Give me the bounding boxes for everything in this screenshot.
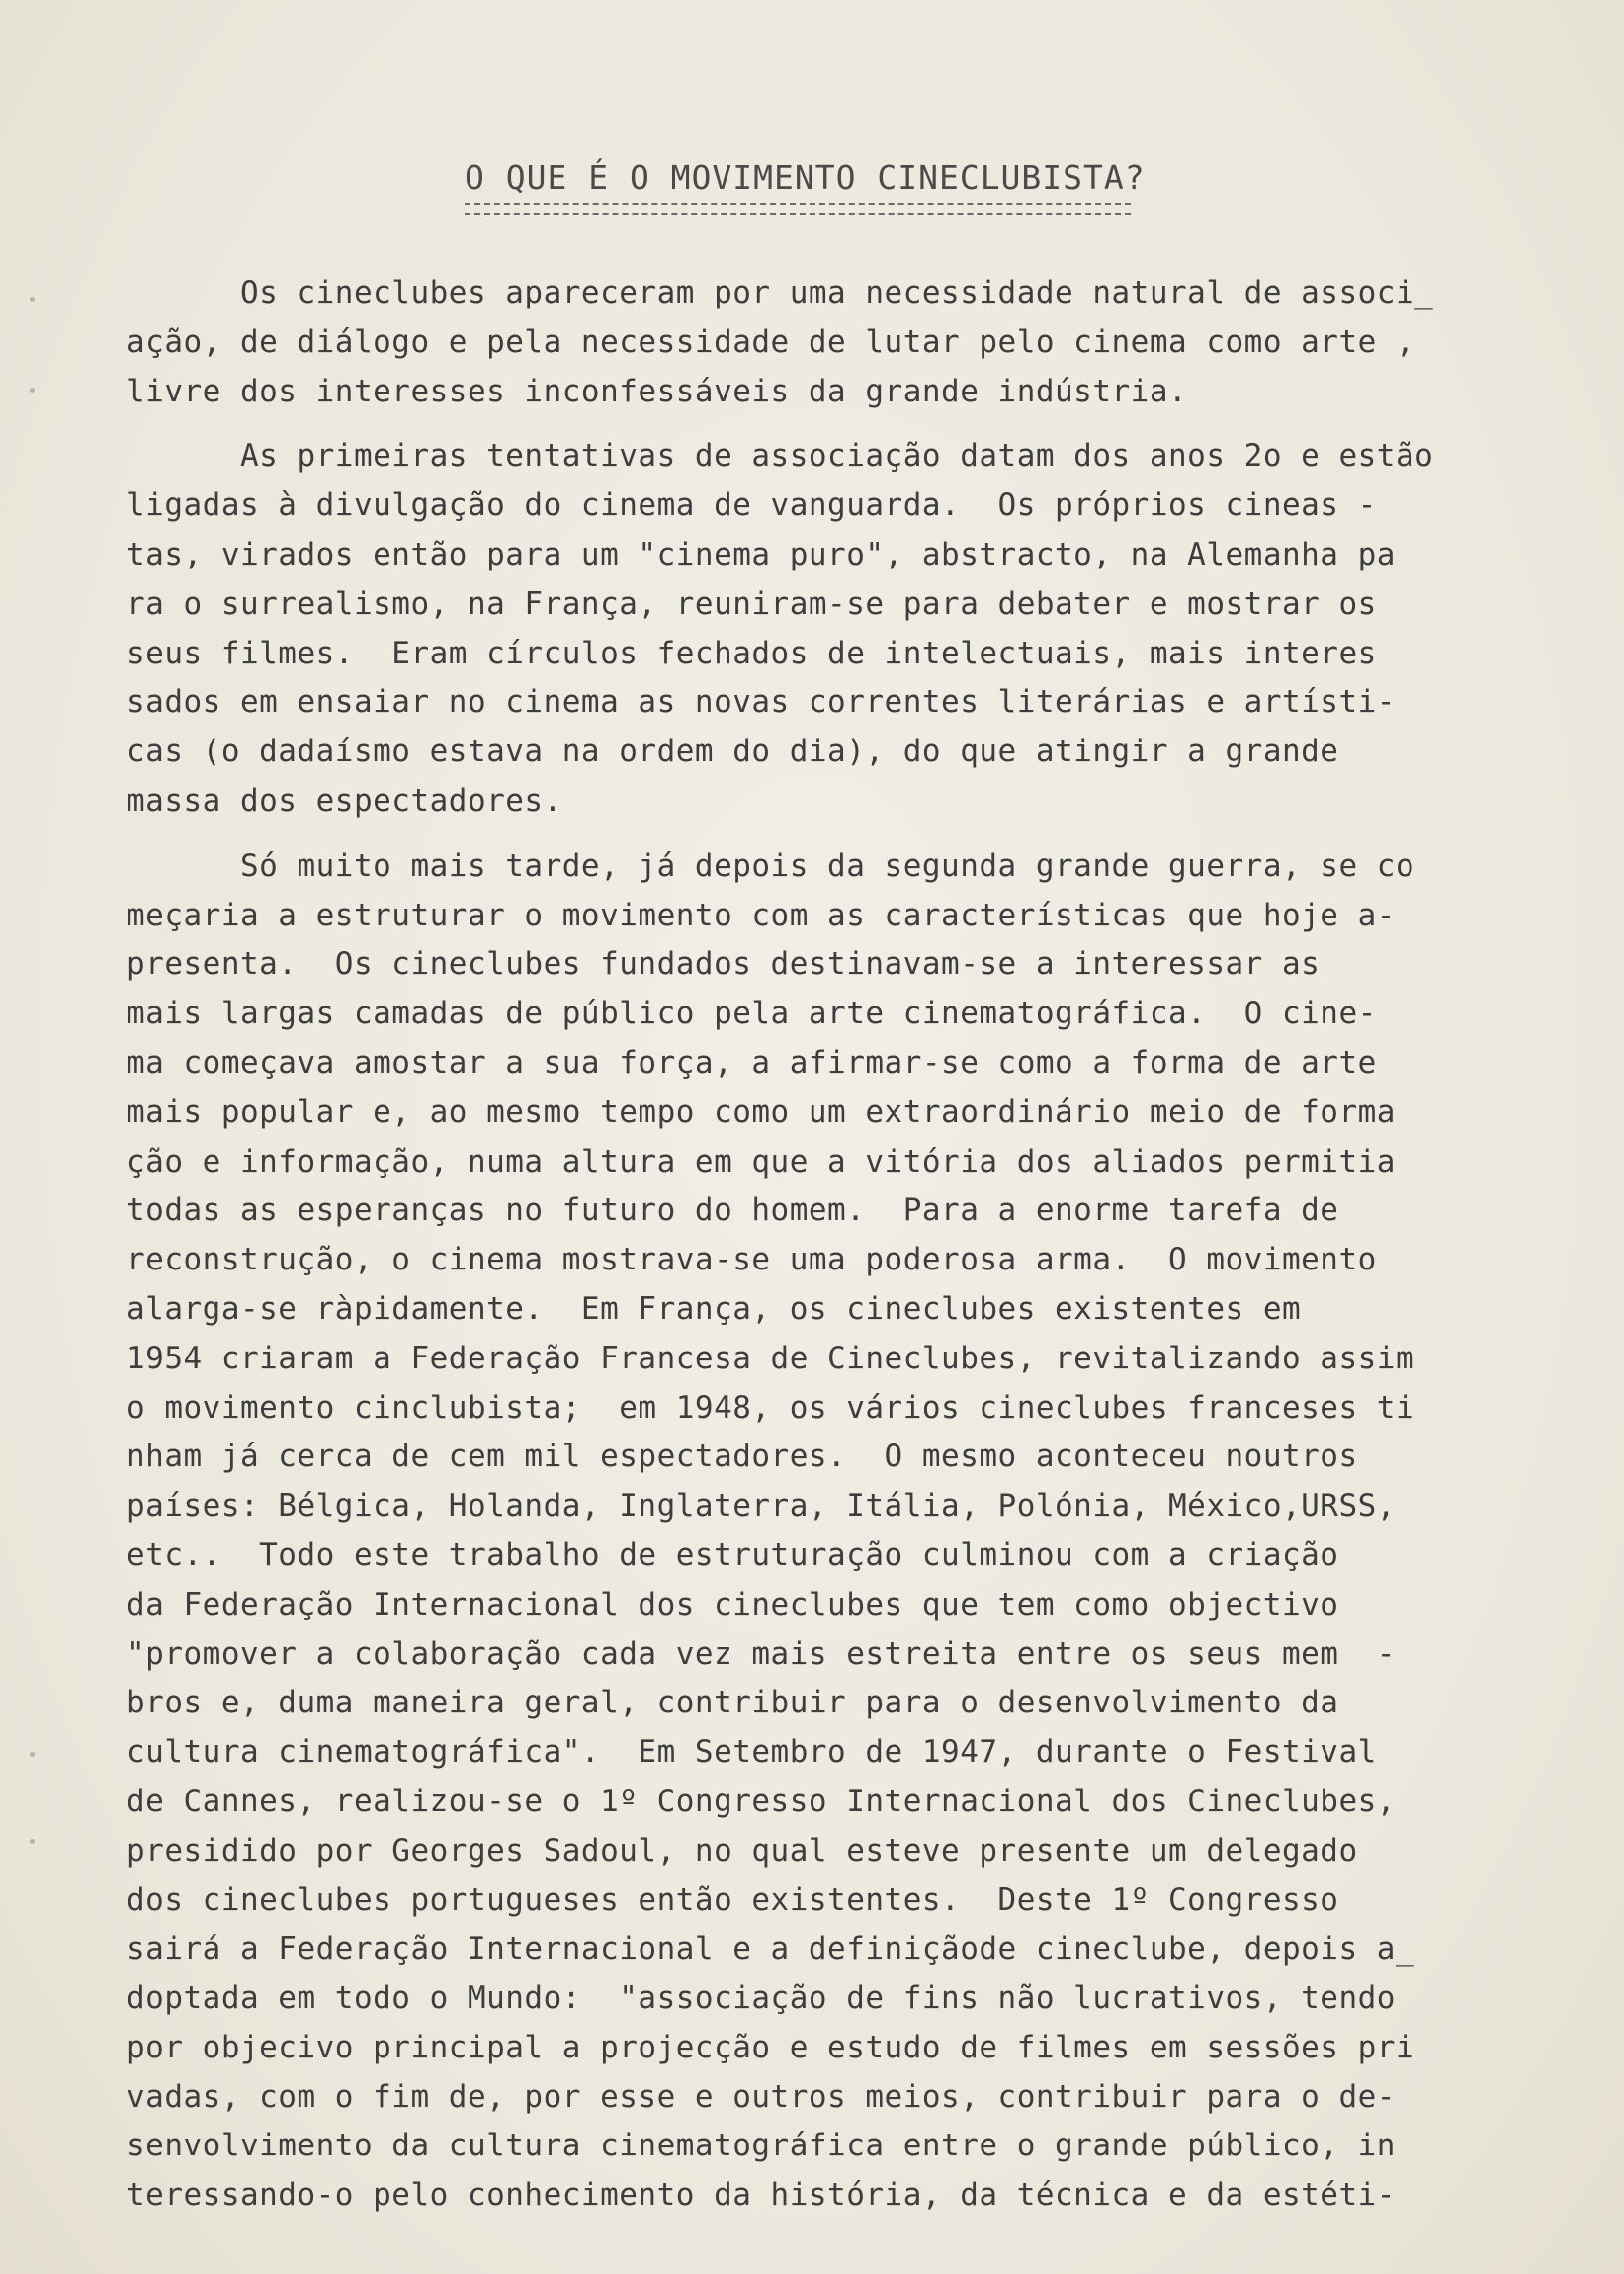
text-line: As primeiras tentativas de associação datam dos anos 2o e estão [127, 438, 1434, 475]
text-line: "promover a colaboração cada vez mais estreita entre os seus mem - [127, 1635, 1396, 1672]
text-line: ação, de diálogo e pela necessidade de lutar pelo cinema como arte , [127, 323, 1415, 360]
document-body [127, 269, 1510, 2221]
text-line: livre dos interesses inconfessáveis da grande indústria. [127, 373, 1188, 409]
text-line: massa dos espectadores. [127, 782, 562, 819]
paragraph-1 [127, 269, 1510, 416]
text-line: ra o surrealismo, na França, reuniram-se para debater e mostrar os [127, 585, 1377, 622]
text-line: senvolvimento da cultura cinematográfica entre o grande público, in [127, 2128, 1396, 2164]
text-line: sairá a Federação Internacional e a definiçãode cineclube, depois a_ [127, 1931, 1415, 1968]
text-line: etc.. Todo este trabalho de estruturação culminou com a criação [127, 1536, 1339, 1573]
text-line: mais largas camadas de público pela arte cinematográfica. O cine- [127, 996, 1377, 1032]
text-line: presenta. Os cineclubes fundados destinavam-se a interessar as [127, 946, 1321, 983]
text-line: cas (o dadaísmo estava na ordem do dia), do que atingir a grande [127, 734, 1339, 770]
text-line: 1954 criaram a Federação Francesa de Cineclubes, revitalizando assim [127, 1340, 1415, 1376]
text-line: de Cannes, realizou-se o 1º Congresso Internacional dos Cineclubes, [127, 1783, 1396, 1819]
text-line: países: Bélgica, Holanda, Inglaterra, Itália, Polónia, México,URSS, [127, 1488, 1396, 1525]
text-line: Os cineclubes apareceram por uma necessidade natural de associ_ [127, 275, 1434, 310]
text-line: dos cineclubes portugueses então existentes. Deste 1º Congresso [127, 1881, 1339, 1918]
punch-mark [30, 1752, 35, 1757]
paragraph-2 [127, 432, 1510, 826]
paragraph-3 [127, 842, 1510, 2221]
text-line: meçaria a estruturar o movimento com as características que hoje a- [127, 897, 1396, 933]
text-line: ma começava amostar a sua força, a afirmar-se como a forma de arte [127, 1044, 1377, 1081]
text-line: presidido por Georges Sadoul, no qual esteve presente um delegado [127, 1832, 1358, 1869]
text-line: bros e, duma maneira geral, contribuir para o desenvolvimento da [127, 1685, 1339, 1721]
punch-mark [30, 1839, 35, 1844]
text-line: doptada em todo o Mundo: "associação de fins não lucrativos, tendo [127, 1980, 1396, 2017]
text-line: cultura cinematográfica". Em Setembro de 1947, durante o Festival [127, 1734, 1377, 1771]
text-line: ção e informação, numa altura em que a vitória dos aliados permitia [127, 1143, 1396, 1180]
text-line: reconstrução, o cinema mostrava-se uma poderosa arma. O movimento [127, 1242, 1377, 1278]
text-line: teressando-o pelo conhecimento da história, da técnica e da estéti- [127, 2177, 1396, 2214]
text-line: vadas, com o fim de, por esse e outros meios, contribuir para o de- [127, 2078, 1396, 2115]
text-line: mais popular e, ao mesmo tempo como um extraordinário meio de forma [127, 1093, 1396, 1130]
title-underline [465, 203, 1131, 215]
text-line: ligadas à divulgação do cinema de vanguarda. Os próprios cineas - [127, 487, 1377, 524]
text-line: alarga-se ràpidamente. Em França, os cineclubes existentes em [127, 1290, 1302, 1327]
text-line: Só muito mais tarde, já depois da segunda grande guerra, se co [127, 847, 1415, 884]
text-line: tas, virados então para um "cinema puro", abstracto, na Alemanha pa [127, 536, 1396, 572]
text-line: da Federação Internacional dos cineclubes que tem como objectivo [127, 1586, 1339, 1622]
punch-mark [30, 388, 35, 393]
text-line: o movimento cinclubista; em 1948, os vários cineclubes franceses ti [127, 1389, 1415, 1426]
document-title: O QUE É O MOVIMENTO CINECLUBISTA? [465, 158, 1146, 197]
punch-mark [30, 297, 35, 302]
text-line: nham já cerca de cem mil espectadores. O mesmo aconteceu noutros [127, 1439, 1358, 1475]
text-line: todas as esperanças no futuro do homem. Para a enorme tarefa de [127, 1192, 1339, 1229]
text-line: seus filmes. Eram círculos fechados de intelectuais, mais interes [127, 635, 1377, 671]
text-line: sados em ensaiar no cinema as novas correntes literárias e artísti- [127, 684, 1396, 721]
text-line: por objecivo principal a projecção e estudo de filmes em sessões pri [127, 2029, 1415, 2065]
